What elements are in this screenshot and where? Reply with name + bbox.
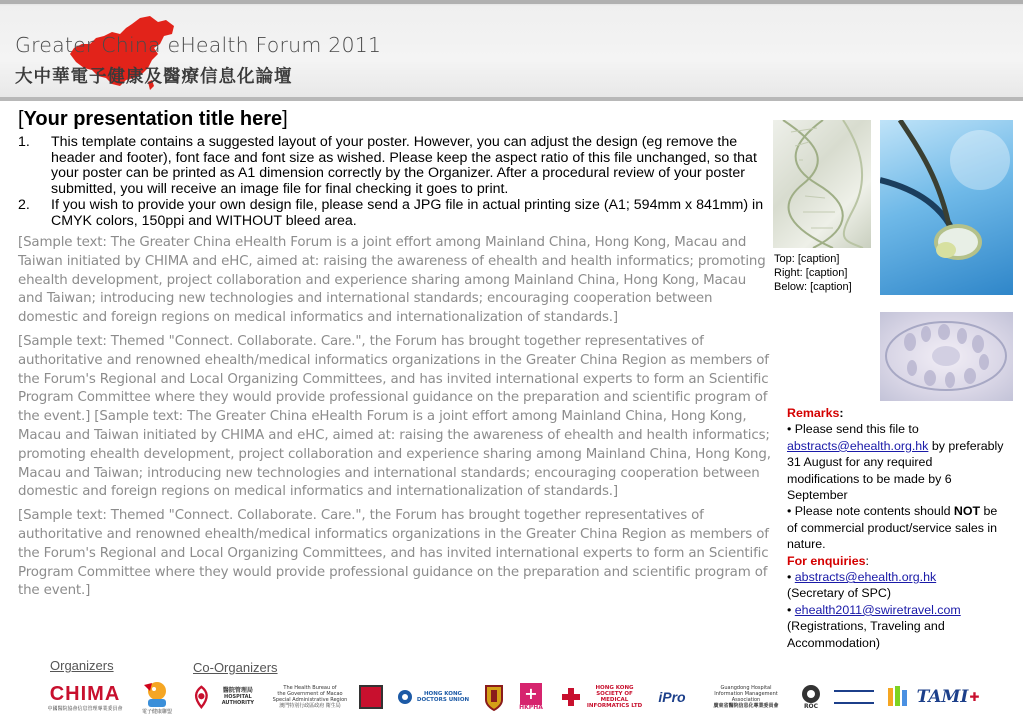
cells-icon (880, 312, 1013, 401)
tami-text: TAMI (916, 687, 969, 707)
ipro-text: iPro (658, 689, 686, 705)
ipro-logo (652, 676, 692, 718)
macao-health-bureau-logo (272, 676, 348, 718)
ehc-mascot-icon (142, 679, 172, 709)
roc-emblem-icon (801, 684, 821, 704)
chima-logo-subtext: 中國醫院協會信息管理專業委員會 (47, 705, 123, 712)
remarks-panel (787, 405, 1007, 651)
sample-paragraph: [Sample text: Themed "Connect. Collaborate. Care.", the Forum has brought together representatives of authoritative and renowned ehealth/medical informatics organizations in the Greater China Region as members of the Forum's Regional and Local Organizing Committees, and has invited international experts to form an Scientific Program Committee where they would provide professional guidance on the preparation and scientific program of the event.] (18, 508, 769, 599)
enquiry-item (787, 602, 1007, 618)
remark-text: by preferably 31 August for any required modifications to be made by 6 September (787, 438, 1004, 503)
macao-line-cn: 澳門特別行政區政府 衛生局 (279, 703, 341, 709)
instruction-number: 1. (18, 134, 30, 150)
enquiry-item (787, 569, 1007, 585)
tami-logo (916, 676, 980, 718)
red-cross-icon (561, 687, 581, 707)
image-captions (774, 252, 852, 295)
macao-line-1: The Health Bureau of (283, 685, 337, 691)
instruction-item (18, 135, 774, 197)
forum-title-chinese: 大中華電子健康及醫療信息化論壇 (15, 67, 293, 87)
remark-not: NOT (953, 504, 981, 519)
association-bars-icon (834, 690, 874, 704)
roc-logo (798, 676, 824, 718)
remark-item-send-file (787, 421, 1007, 503)
doctors-union-text: HONG KONG DOCTORS UNION (416, 691, 470, 703)
hk-doctors-union-logo (396, 676, 472, 718)
chima-logo (46, 676, 124, 718)
dna-helix-icon (773, 120, 871, 248)
ehc-logo-subtext: 電子健康聯盟 (141, 709, 172, 715)
remarks-heading: Remarks (787, 406, 840, 420)
sponsor-logo-strip (46, 676, 980, 718)
crest-icon (484, 682, 504, 712)
main-column (18, 107, 774, 601)
guangdong-hospital-logo (706, 676, 786, 718)
title-close-bracket: ] (282, 108, 288, 130)
hkpha-text: HKPHA (519, 704, 543, 711)
hksmi-text: HONG KONG SOCIETY OF MEDICAL INFORMATICS LTD (586, 685, 643, 709)
title-text: Your presentation title here (23, 108, 283, 130)
remark-item-no-commercial (787, 503, 1007, 552)
macao-line-2: the Government of Macao (277, 691, 343, 697)
red-square-icon (359, 685, 383, 709)
dna-photo (773, 120, 871, 248)
enquiries-heading-line (787, 553, 1007, 569)
remark-text: • Please note contents should (787, 504, 954, 519)
chima-logo-text: CHIMA (49, 682, 121, 705)
caption-right: Right: [caption] (774, 267, 848, 280)
macao-line-3: Special Administrative Region (272, 697, 348, 703)
guangdong-line-2: Information Management Association (714, 691, 778, 703)
forum-title: Greater China eHealth Forum 2011 (15, 33, 382, 57)
hands-icon (886, 684, 910, 710)
instruction-item (18, 198, 774, 229)
tami-cross-icon: ✚ (969, 690, 980, 704)
hospital-authority-logo (192, 676, 262, 718)
ehc-logo (134, 676, 180, 718)
instruction-list (18, 135, 774, 229)
co-organizers-label: Co-Organizers (193, 660, 278, 675)
stethoscope-icon (880, 120, 1013, 295)
sample-paragraph: [Sample text: The Greater China eHealth Forum is a joint effort among Mainland China, Hong Kong, Macau and Taiwan initiated by CHIMA and eHC, aimed at: raising the awareness of ehealth and health informatics; promoting ehealth development, project collaboration and experience sharing among Mainland China, Hong Kong, Macau and Taiwan; introducing new technologies and international standards; encouraging cooperation between domestic and foreign regions on medical informatics and internationalization of standards.] (18, 235, 766, 326)
guangdong-line-cn: 廣東省醫院信息化專業委員會 (713, 703, 779, 709)
caption-top: Top: [caption] (774, 253, 840, 265)
guangdong-line-1: Guangdong Hospital (720, 685, 772, 691)
instruction-number: 2. (18, 197, 30, 213)
hksmi-logo (558, 676, 648, 718)
crest-logo (482, 676, 506, 718)
enquiry-note: (Secretary of SPC) (787, 586, 891, 601)
hkpha-cross-icon: + (520, 683, 542, 705)
stethoscope-photo (880, 120, 1013, 295)
header-top-line (0, 0, 1023, 4)
doctors-union-icon (397, 689, 413, 705)
bullet: • (787, 602, 795, 617)
remark-text: • Please send this file to (787, 422, 919, 437)
microscope-cells-photo (880, 312, 1013, 401)
bullet: • (787, 570, 795, 585)
hospital-authority-en: HOSPITAL AUTHORITY (221, 694, 255, 706)
colorful-logo (884, 676, 912, 718)
remark-text: be of commercial product/service sales in nature. (787, 504, 998, 552)
title-open-bracket: [ (18, 108, 24, 130)
chinese-association-logo (832, 676, 876, 718)
instruction-text: If you wish to provide your own design file, please send a JPG file in actual printing size (A1; 594mm x 841mm) in CMYK colors, 150ppi and WITHOUT bleed area. (51, 197, 764, 229)
abstracts-email-link[interactable]: abstracts@ehealth.org.hk (787, 438, 929, 453)
red-square-logo (358, 676, 384, 718)
registration-email-link[interactable]: ehealth2011@swiretravel.com (794, 602, 961, 617)
organizers-label: Organizers (50, 658, 114, 673)
hospital-authority-icon (192, 682, 211, 712)
enquiry-note: (Registrations, Traveling and Accommodation) (787, 619, 945, 650)
enquiries-heading: For enquiries (787, 553, 866, 568)
remarks-heading-line (787, 405, 1007, 421)
spc-email-link[interactable]: abstracts@ehealth.org.hk (794, 570, 937, 585)
sample-paragraph: [Sample text: Themed "Connect. Collaborate. Care.", the Forum has brought together representatives of authoritative and renowned ehealth/medical informatics organizations in the Greater China Region as members of the Forum's Regional and Local Organizing Committees, and has invited international experts to form an Scientific Program Committee where they would provide professional guidance on the preparation and scientific program of the event.] [Sample text: The Greater China eHealth Forum is a joint effort among Mainland China, Hong Kong, Macau and Taiwan initiated by CHIMA and eHC, aimed at: raising the awareness of ehealth and health informatics; promoting ehealth development, project collaboration and experience sharing among Mainland China, Hong Kong, Macau and Taiwan; introducing new technologies and international standards; encouraging cooperation between domestic and foreign regions on medical informatics and internationalization of standards.] (18, 333, 771, 500)
remarks-colon: : (839, 406, 844, 420)
caption-below: Below: [caption] (774, 281, 852, 294)
hkpha-logo (516, 676, 546, 718)
presentation-title (18, 107, 774, 132)
poster-header (0, 0, 1023, 101)
hospital-authority-cn: 醫院管理局 (222, 687, 253, 694)
enquiries-colon: : (865, 553, 869, 568)
instruction-text: This template contains a suggested layout of your poster. However, you can adjust the design (eg remove the header and footer), font face and font size as wished. Please keep the aspect ratio of this file unchanged, so that your poster can be printed as A1 dimension correctly by the Organizer. After a procedural review of your poster submitted, you will receive an image file for final checking it goes to print. (51, 134, 757, 197)
roc-text: ROC (803, 703, 819, 710)
